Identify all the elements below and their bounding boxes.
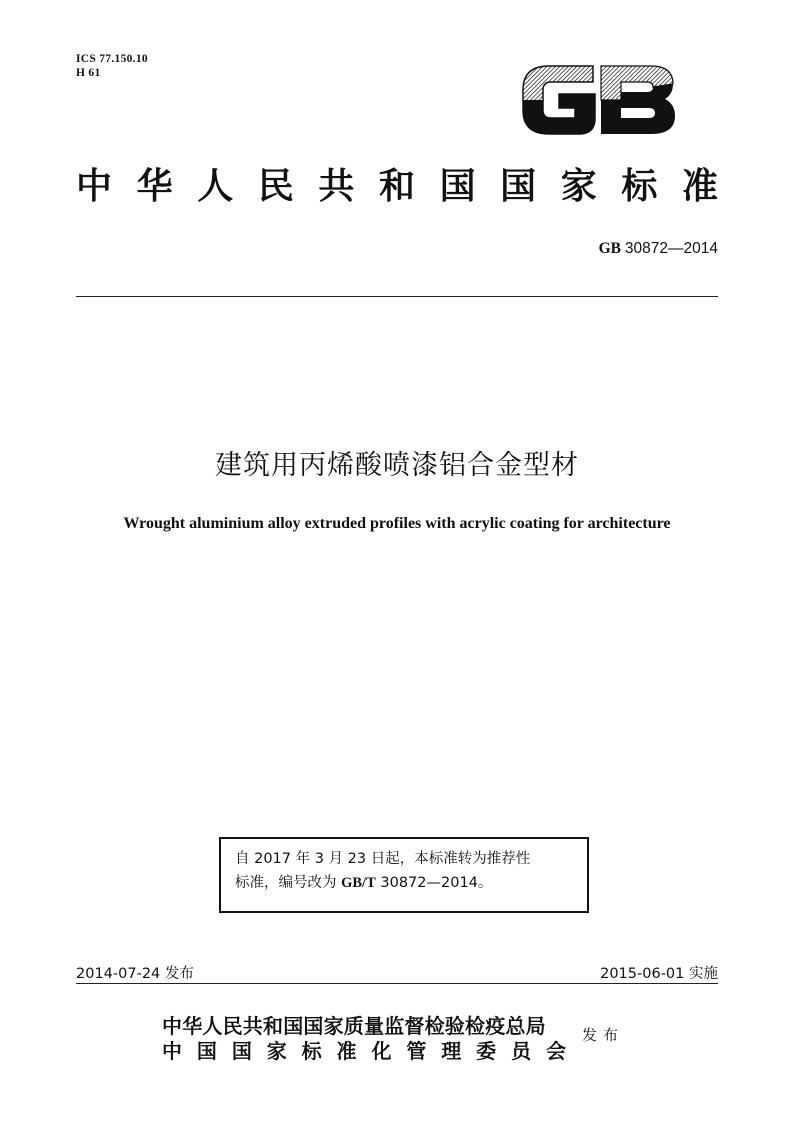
heading-char: 民	[257, 165, 294, 207]
heading-char: 准	[681, 165, 718, 207]
notice-line-2	[235, 871, 587, 895]
header-divider	[76, 296, 718, 297]
heading-char: 国	[439, 165, 476, 207]
chinese-title: 建筑用丙烯酸喷漆铝合金型材	[215, 450, 579, 481]
standard-number	[520, 240, 718, 258]
publisher-char: 化	[371, 1039, 392, 1063]
issue-date: 2014-07-24 发布	[76, 966, 194, 982]
publisher-char: 管	[406, 1039, 427, 1063]
implementation-date: 2015-06-01 实施	[600, 966, 718, 982]
publisher-char: 家	[266, 1039, 287, 1063]
notice-code-prefix: GB/T	[341, 875, 376, 891]
notice-line-2-suffix: 30872—2014。	[375, 875, 493, 891]
heading-char: 共	[318, 165, 355, 207]
publisher-sac	[162, 1035, 566, 1064]
publisher-char: 准	[336, 1039, 357, 1063]
ics-code: ICS 77.150.10	[76, 53, 148, 65]
classification-codes	[76, 52, 148, 80]
heading-char: 人	[197, 165, 234, 207]
notice-line-1: 自 2017 年 3 月 23 日起，本标准转为推荐性	[235, 851, 531, 867]
gb-logo	[519, 60, 677, 140]
publish-label: 发布	[582, 1026, 625, 1044]
publisher-char: 理	[441, 1039, 462, 1063]
publisher-char: 国	[231, 1039, 252, 1063]
ccs-code: H 61	[76, 67, 101, 79]
heading-char: 国	[500, 165, 537, 207]
heading-char: 家	[560, 165, 597, 207]
publisher-aqsiq: 中华人民共和国国家质量监督检验检疫总局	[162, 1014, 546, 1038]
standard-code-prefix: GB	[598, 240, 622, 257]
publisher-char: 员	[511, 1039, 532, 1063]
publisher-char: 委	[476, 1039, 497, 1063]
heading-char: 华	[136, 165, 173, 207]
publisher-char: 国	[196, 1039, 217, 1063]
english-title: Wrought aluminium alloy extruded profiles with acrylic coating for architecture	[123, 515, 671, 532]
notice-line-2-prefix: 标准，编号改为	[235, 875, 342, 891]
heading-char: 中	[76, 165, 113, 207]
publisher-char: 标	[301, 1039, 322, 1063]
publisher-char: 会	[545, 1039, 566, 1063]
status-notice-box	[219, 837, 589, 913]
heading-char: 标	[621, 165, 658, 207]
national-standard-heading	[76, 160, 718, 212]
publisher-char: 中	[162, 1039, 182, 1063]
heading-char: 和	[378, 165, 415, 207]
footer-divider	[76, 983, 718, 984]
standard-code-number: 30872—2014	[624, 240, 718, 257]
